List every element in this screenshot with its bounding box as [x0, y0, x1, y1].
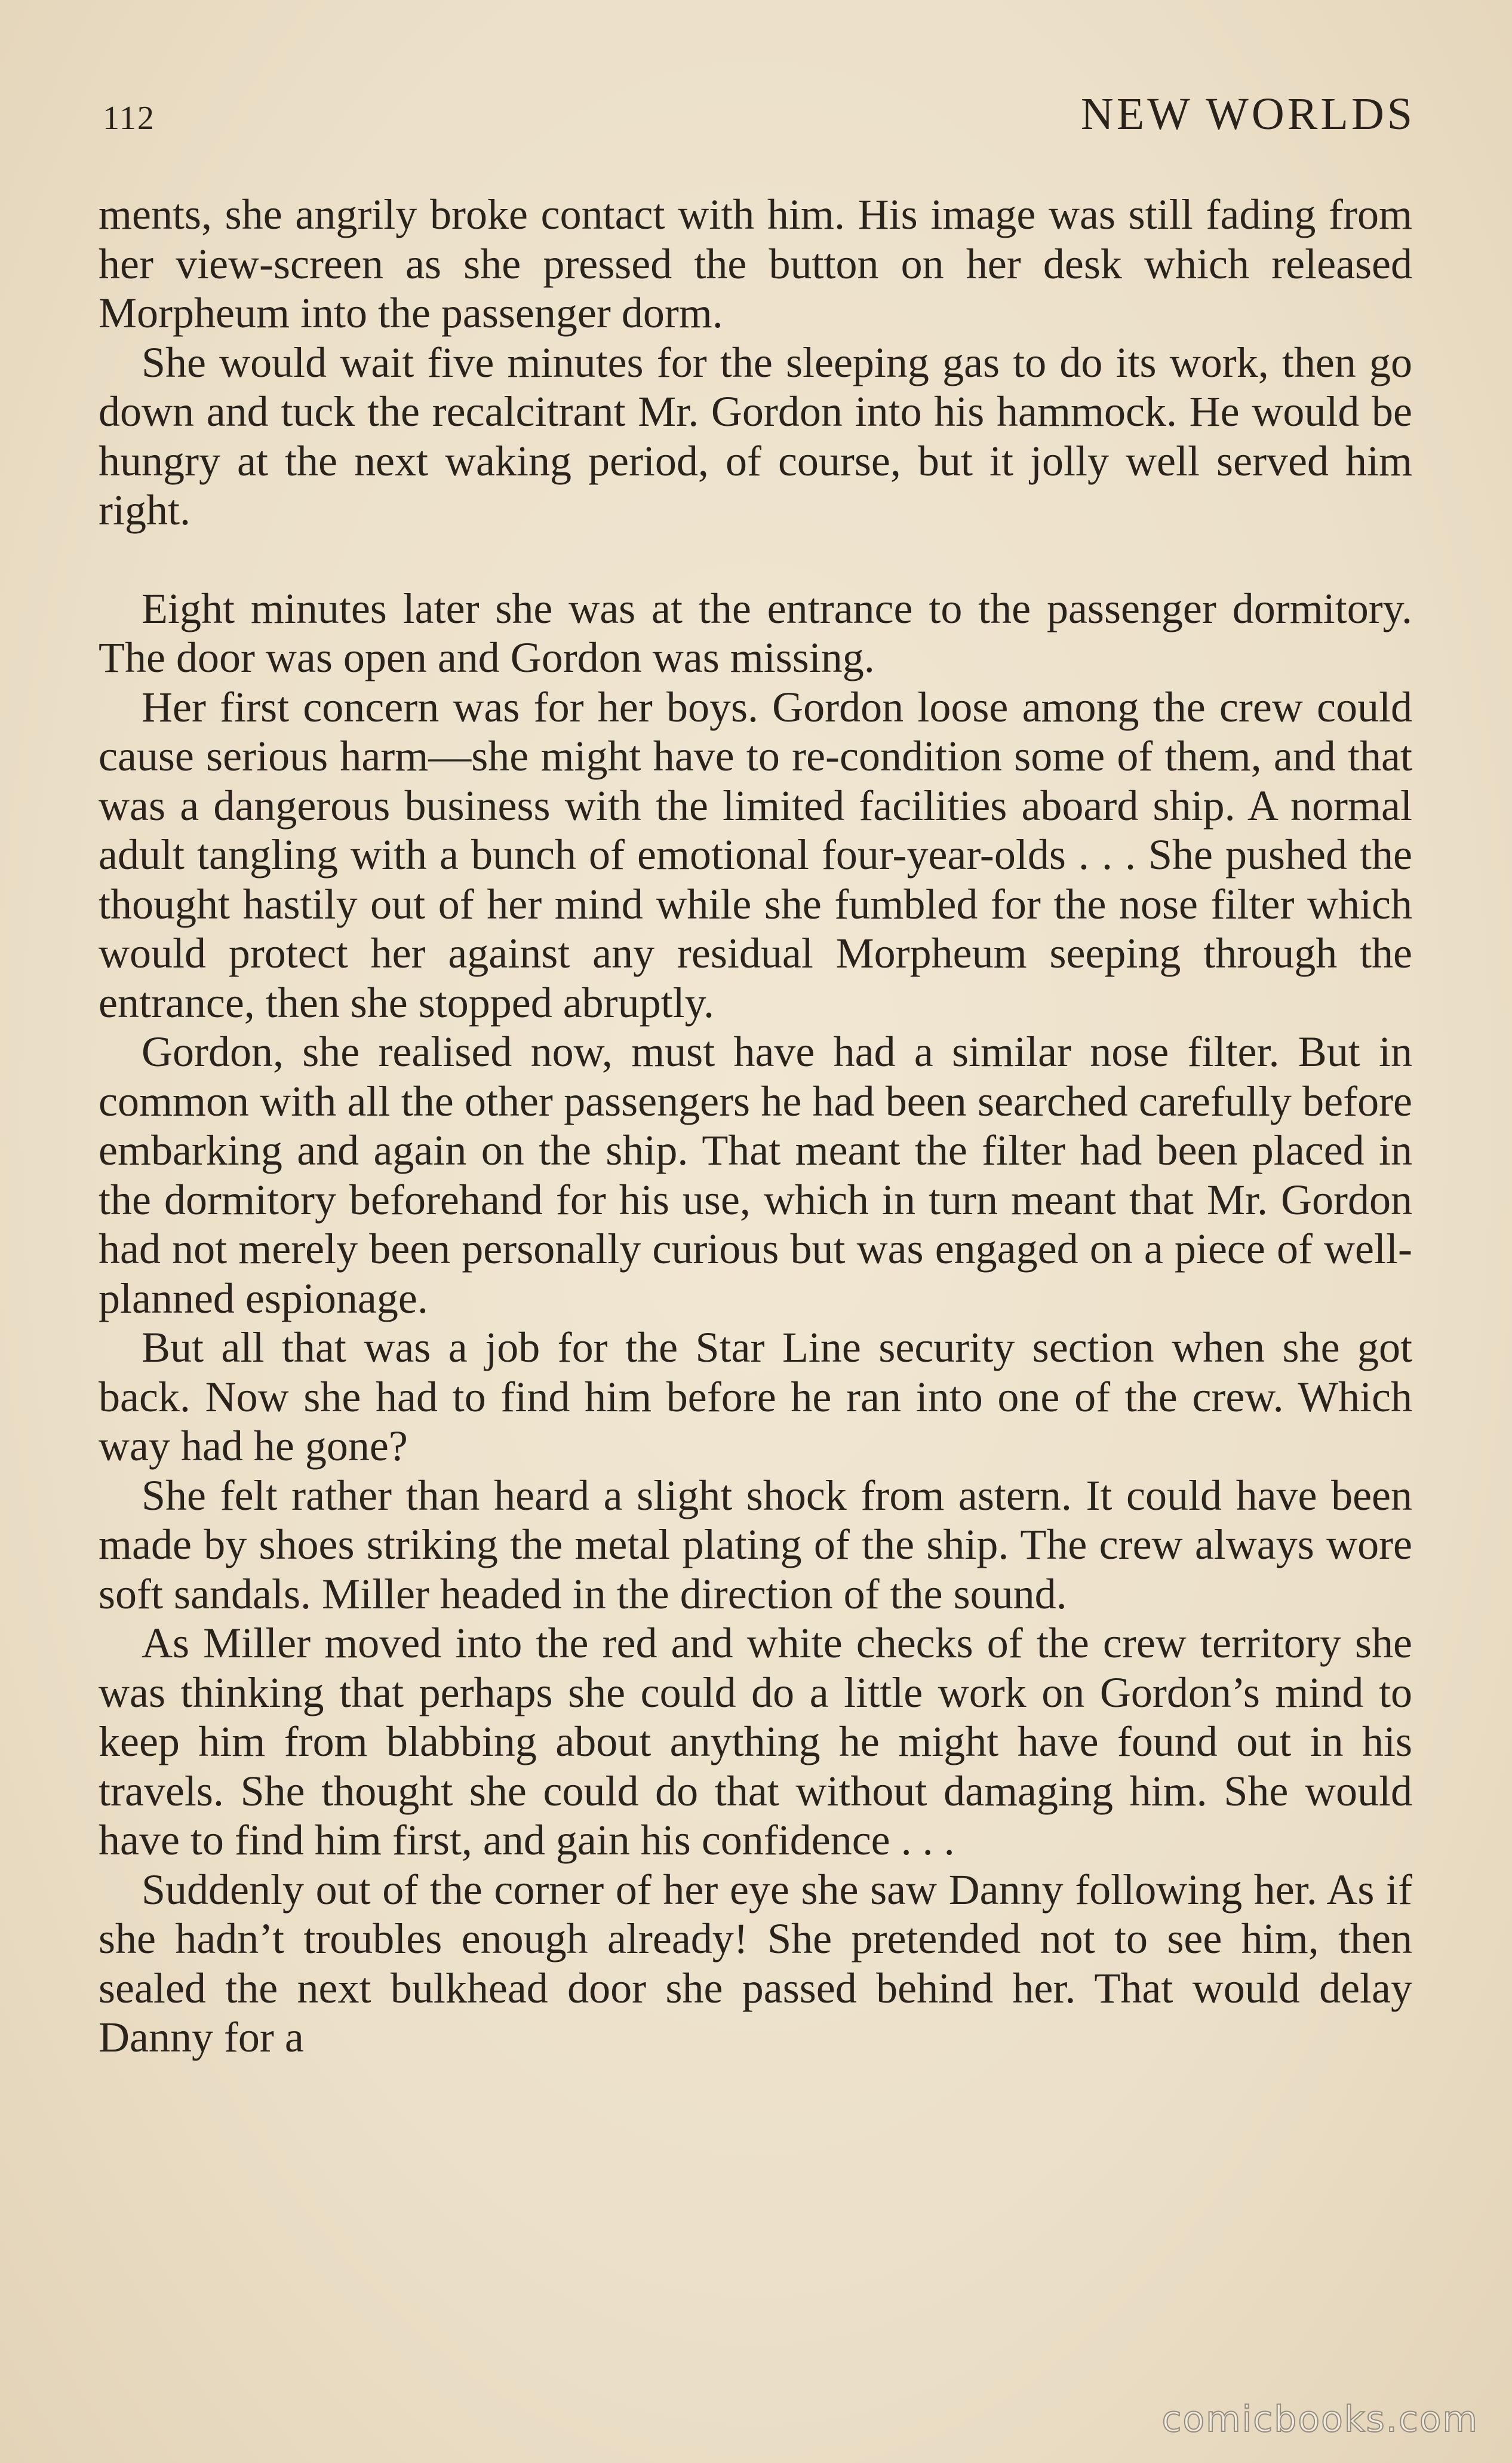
page-number: 112 [103, 100, 155, 137]
paragraph: She felt rather than heard a slight shock from astern. It could have been made by shoes striking the metal plating of the ship. The crew always wore soft sandals. Miller headed in the direction of the sound. [99, 1471, 1412, 1618]
paragraph: ments, she angrily broke contact with him. His image was still fading from her view-screen as she pressed the button on her desk which released Morpheum into the passenger dorm. [99, 191, 1412, 337]
paragraph: Her first concern was for her boys. Gordon loose among the crew could cause serious harm—she might have to re-condition some of them, and that was a dangerous business with the limited facilities aboard ship. A normal adult tangling with a bunch of emotional four-year-olds . . . She pushed the thought hastily out of her mind while she fumbled for the nose filter which would protect her against any residual Morpheum seeping through the entrance, then she stopped abruptly. [99, 683, 1412, 1027]
page-header [103, 88, 1415, 154]
watermark: comicbooks.com [1161, 2398, 1479, 2440]
paragraph: But all that was a job for the Star Line security section when she got back. Now she had to find him before he ran into one of the crew. Which way had he gone? [99, 1323, 1412, 1470]
paragraph: She would wait five minutes for the sleeping gas to do its work, then go down and tuck the recalcitrant Mr. Gordon into his hammock. He would be hungry at the next waking period, of course, but it jolly well served him right. [99, 338, 1412, 534]
paragraph: As Miller moved into the red and white checks of the crew territory she was thinking that perhaps she could do a little work on Gordon’s mind to keep him from blabbing about anything he might have found out in his travels. She thought she could do that without damaging him. She would have to find him first, and gain his confidence . . . [99, 1619, 1412, 1864]
paragraph: Eight minutes later she was at the entrance to the passenger dormitory. The door was open and Gordon was missing. [99, 584, 1412, 681]
body-text [99, 190, 1412, 2062]
paragraph: Suddenly out of the corner of her eye she saw Danny following her. As if she hadn’t troubles enough already! She pretended not to see him, then sealed the next bulkhead door she passed behind her. That would delay Danny for a [99, 1865, 1412, 2061]
paragraph: Gordon, she realised now, must have had a similar nose filter. But in common with all the other passengers he had been searched carefully before embarking and again on the ship. That meant the filter had been placed in the dormitory beforehand for his use, which in turn meant that Mr. Gordon had not merely been personally curious but was engaged on a piece of well-planned espionage. [99, 1028, 1412, 1322]
running-head: NEW WORLDS [1080, 89, 1415, 139]
